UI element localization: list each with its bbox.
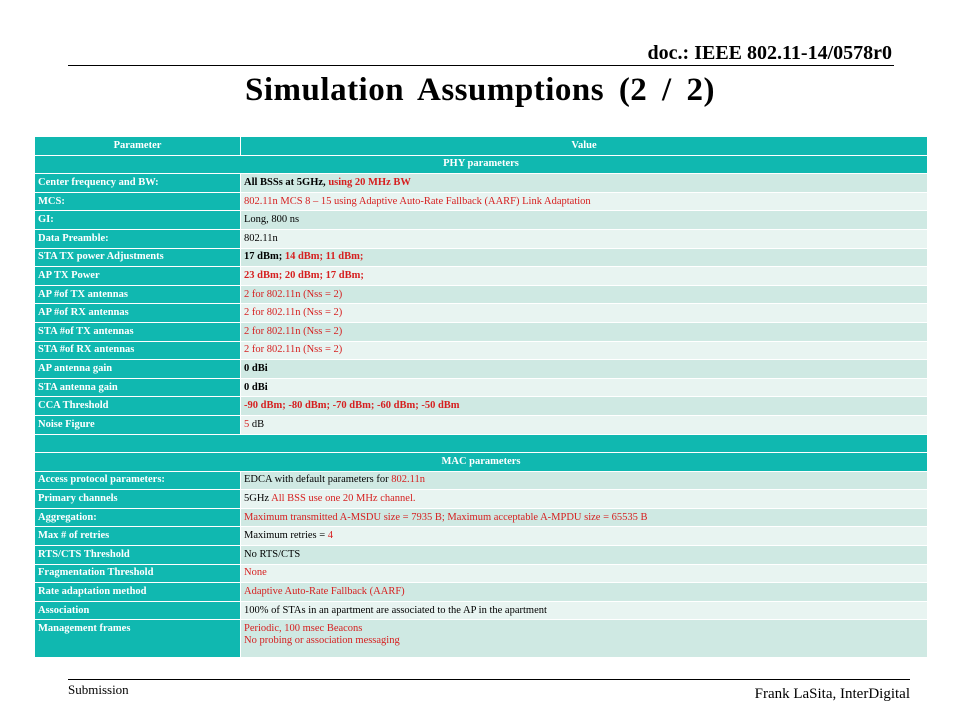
value-cell xyxy=(241,415,928,434)
parameter-cell: Noise Figure xyxy=(35,415,241,434)
parameter-cell: AP antenna gain xyxy=(35,360,241,379)
column-header-parameter: Parameter xyxy=(35,137,241,156)
table-row xyxy=(35,174,928,193)
table-header-row xyxy=(35,137,928,156)
value-text: All BSSs at 5GHz, xyxy=(244,176,329,188)
table-row xyxy=(35,229,928,248)
phy-section-label: PHY parameters xyxy=(35,155,928,174)
parameter-cell: Center frequency and BW: xyxy=(35,174,241,193)
value-text: None xyxy=(244,567,267,579)
table-row xyxy=(35,304,928,323)
value-cell xyxy=(241,378,928,397)
parameter-cell: Association xyxy=(35,601,241,620)
parameter-cell: Rate adaptation method xyxy=(35,583,241,602)
value-text: 0 dBi xyxy=(244,362,268,374)
value-text: Maximum transmitted A-MSDU size = 7935 B; Maximum acceptable A-MPDU size = 65535 B xyxy=(244,511,648,523)
value-text: All BSS use one 20 MHz channel. xyxy=(271,493,416,505)
value-text: Adaptive Auto-Rate Fallback (AARF) xyxy=(244,586,405,598)
table-row xyxy=(35,192,928,211)
value-cell xyxy=(241,564,928,583)
value-line: No probing or association messaging xyxy=(244,635,400,647)
parameter-cell: STA antenna gain xyxy=(35,378,241,397)
value-cell xyxy=(241,490,928,509)
mac-section-label: MAC parameters xyxy=(35,453,928,472)
value-text: Long, 800 ns xyxy=(244,214,300,226)
value-cell xyxy=(241,285,928,304)
parameter-cell: AP TX Power xyxy=(35,267,241,286)
value-text: 2 for 802.11n (Nss = 2) xyxy=(244,307,343,319)
value-cell xyxy=(241,620,928,658)
table-row xyxy=(35,527,928,546)
table-row xyxy=(35,620,928,658)
value-cell xyxy=(241,397,928,416)
table-row xyxy=(35,267,928,286)
value-cell xyxy=(241,174,928,193)
parameter-cell: STA TX power Adjustments xyxy=(35,248,241,267)
slide-title: Simulation Assumptions (2 / 2) xyxy=(245,72,715,108)
table-row xyxy=(35,583,928,602)
parameter-cell: GI: xyxy=(35,211,241,230)
spacer-cell xyxy=(35,434,928,453)
table-row xyxy=(35,360,928,379)
value-line: Periodic, 100 msec Beacons xyxy=(244,623,363,635)
value-cell xyxy=(241,583,928,602)
table-row xyxy=(35,471,928,490)
value-cell xyxy=(241,360,928,379)
value-cell xyxy=(241,192,928,211)
value-text: 4 xyxy=(327,530,334,542)
value-cell xyxy=(241,322,928,341)
table-row xyxy=(35,508,928,527)
table-row xyxy=(35,248,928,267)
value-cell xyxy=(241,546,928,565)
value-text: EDCA with default parameters for xyxy=(244,474,392,486)
value-cell xyxy=(241,341,928,360)
value-text: 14 dBm; 11 dBm; xyxy=(284,251,364,263)
parameter-cell: AP #of TX antennas xyxy=(35,285,241,304)
table-row xyxy=(35,285,928,304)
phy-section-row xyxy=(35,155,928,174)
parameter-cell: RTS/CTS Threshold xyxy=(35,546,241,565)
value-text: 2 for 802.11n (Nss = 2) xyxy=(244,344,343,356)
parameter-cell: Management frames xyxy=(35,620,241,658)
value-text: dB xyxy=(249,418,265,430)
value-text: No RTS/CTS xyxy=(244,548,301,560)
value-text: -90 dBm; -80 dBm; -70 dBm; -60 dBm; -50 dBm xyxy=(244,400,460,412)
parameter-cell: Fragmentation Threshold xyxy=(35,564,241,583)
parameter-cell: Aggregation: xyxy=(35,508,241,527)
table-row xyxy=(35,211,928,230)
table-row xyxy=(35,397,928,416)
value-text: 802.11n xyxy=(391,474,425,486)
table-row xyxy=(35,322,928,341)
value-text: 802.11n xyxy=(244,232,278,244)
value-cell xyxy=(241,267,928,286)
parameter-cell: MCS: xyxy=(35,192,241,211)
value-text: 23 dBm; 20 dBm; 17 dBm; xyxy=(244,269,364,281)
value-text: using 20 MHz BW xyxy=(328,176,411,188)
value-text: 5GHz xyxy=(244,493,272,505)
table-row xyxy=(35,546,928,565)
footer-divider xyxy=(68,679,910,680)
value-cell xyxy=(241,508,928,527)
parameter-cell: AP #of RX antennas xyxy=(35,304,241,323)
value-text: 0 dBi xyxy=(244,381,268,393)
value-text: 100% of STAs in an apartment are associated to the AP in the apartment xyxy=(244,604,547,616)
value-cell xyxy=(241,229,928,248)
parameter-cell: CCA Threshold xyxy=(35,397,241,416)
value-cell xyxy=(241,248,928,267)
table-row xyxy=(35,341,928,360)
spacer-row xyxy=(35,434,928,453)
footer-author: Frank LaSita, InterDigital xyxy=(754,686,910,702)
value-text: 5 xyxy=(244,418,250,430)
parameter-cell: STA #of RX antennas xyxy=(35,341,241,360)
parameter-cell: Access protocol parameters: xyxy=(35,471,241,490)
value-cell xyxy=(241,527,928,546)
table-row xyxy=(35,601,928,620)
value-cell xyxy=(241,471,928,490)
footer-submission: Submission xyxy=(68,682,129,697)
value-text: 2 for 802.11n (Nss = 2) xyxy=(244,288,343,300)
table-row xyxy=(35,564,928,583)
parameter-cell: Max # of retries xyxy=(35,527,241,546)
value-cell xyxy=(241,304,928,323)
header-divider xyxy=(68,65,894,66)
mac-section-row xyxy=(35,453,928,472)
document-id: doc.: IEEE 802.11-14/0578r0 xyxy=(647,42,892,64)
parameter-cell: Data Preamble: xyxy=(35,229,241,248)
column-header-value: Value xyxy=(241,137,928,156)
parameter-cell: STA #of TX antennas xyxy=(35,322,241,341)
value-text: 2 for 802.11n (Nss = 2) xyxy=(244,325,343,337)
table-row xyxy=(35,378,928,397)
value-cell xyxy=(241,211,928,230)
simulation-parameters-table xyxy=(34,136,928,658)
table-row xyxy=(35,490,928,509)
value-text: 802.11n MCS 8 – 15 using Adaptive Auto-Rate Fallback (AARF) Link Adaptation xyxy=(244,195,591,207)
value-cell xyxy=(241,601,928,620)
table-row xyxy=(35,415,928,434)
parameter-cell: Primary channels xyxy=(35,490,241,509)
value-text: 17 dBm; xyxy=(244,251,285,263)
value-text: Maximum retries = xyxy=(244,530,328,542)
